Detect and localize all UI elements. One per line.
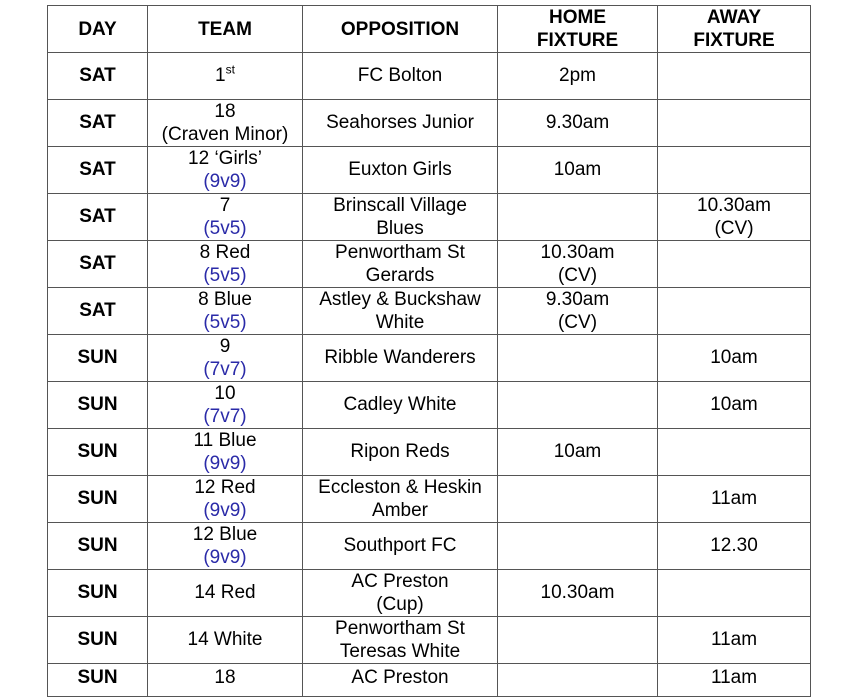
team-cell xyxy=(148,663,303,696)
away-fixture-cell xyxy=(658,428,811,475)
team-name: 8 Blue xyxy=(198,288,252,310)
opposition-name: Cadley White xyxy=(343,394,457,415)
team-cell xyxy=(148,475,303,522)
opposition-name: Teresas White xyxy=(339,640,461,662)
away-fixture-cell xyxy=(658,381,811,428)
team-cell xyxy=(148,99,303,146)
home-fixture-cell xyxy=(498,522,658,569)
away-fixture-cell xyxy=(658,287,811,334)
team-format: (7v7) xyxy=(203,358,247,380)
day-cell: SAT xyxy=(48,53,148,100)
team-cell xyxy=(148,334,303,381)
day-cell: SUN xyxy=(48,475,148,522)
header-opposition: OPPOSITION xyxy=(303,6,498,53)
opposition-cell xyxy=(303,146,498,193)
day-cell: SUN xyxy=(48,381,148,428)
day-cell: SAT xyxy=(48,287,148,334)
table-header xyxy=(48,6,811,53)
day-cell: SAT xyxy=(48,240,148,287)
away-fixture-cell xyxy=(658,240,811,287)
away-fixture-time: 10.30am xyxy=(697,194,771,216)
team-name: (Craven Minor) xyxy=(161,123,289,145)
fixtures-table xyxy=(47,5,811,697)
day-cell: SAT xyxy=(48,99,148,146)
opposition-name: AC Preston xyxy=(351,570,449,592)
opposition-cell xyxy=(303,334,498,381)
table-row xyxy=(48,616,811,663)
team-format: (9v9) xyxy=(203,499,247,521)
table-row xyxy=(48,240,811,287)
away-fixture-time: (CV) xyxy=(714,217,754,239)
away-fixture-cell xyxy=(658,475,811,522)
opposition-name: Southport FC xyxy=(343,535,457,556)
opposition-name: Penwortham St xyxy=(335,241,465,263)
opposition-name: Brinscall Village xyxy=(333,194,467,216)
opposition-cell xyxy=(303,240,498,287)
away-fixture-time: 11am xyxy=(710,666,758,688)
home-fixture-cell xyxy=(498,381,658,428)
opposition-name: Astley & Buckshaw xyxy=(319,288,481,310)
opposition-cell xyxy=(303,475,498,522)
team-name: 11 Blue xyxy=(193,429,257,451)
table-row xyxy=(48,475,811,522)
opposition-name: Ribble Wanderers xyxy=(324,347,476,368)
opposition-name: Penwortham St xyxy=(335,617,465,639)
home-fixture-cell xyxy=(498,569,658,616)
opposition-name: Ripon Reds xyxy=(350,441,450,462)
header-home-line: FIXTURE xyxy=(536,30,619,51)
day-cell: SUN xyxy=(48,428,148,475)
header-team: TEAM xyxy=(148,6,303,53)
table-row xyxy=(48,663,811,696)
team-name: 9 xyxy=(219,335,231,357)
day-cell: SUN xyxy=(48,522,148,569)
opposition-cell xyxy=(303,522,498,569)
team-name: 7 xyxy=(219,194,231,216)
opposition-cell xyxy=(303,663,498,696)
opposition-name: Eccleston & Heskin xyxy=(318,476,482,498)
away-fixture-cell xyxy=(658,99,811,146)
opposition-name: FC Bolton xyxy=(357,65,443,87)
opposition-cell xyxy=(303,381,498,428)
opposition-cell xyxy=(303,193,498,240)
team-format: (7v7) xyxy=(203,405,247,427)
table-row xyxy=(48,428,811,475)
header-away-line: FIXTURE xyxy=(693,30,775,51)
opposition-name: Blues xyxy=(376,217,424,239)
team-name: 12 ‘Girls’ xyxy=(188,147,262,169)
opposition-name: Gerards xyxy=(365,264,435,286)
team-name: 18 xyxy=(214,666,236,688)
team-name: 12 Red xyxy=(194,476,256,498)
opposition-cell xyxy=(303,99,498,146)
home-fixture-cell xyxy=(498,287,658,334)
header-home-fixture xyxy=(498,6,658,53)
home-fixture-cell xyxy=(498,663,658,696)
opposition-cell xyxy=(303,616,498,663)
team-name: 1 xyxy=(215,65,226,87)
home-fixture-cell xyxy=(498,428,658,475)
team-format: (9v9) xyxy=(203,170,247,192)
home-fixture-cell xyxy=(498,193,658,240)
opposition-name: (Cup) xyxy=(376,593,424,615)
away-fixture-cell xyxy=(658,53,811,100)
team-name: 18 xyxy=(214,100,236,122)
home-fixture-time: 9.30am xyxy=(545,288,610,310)
opposition-name: White xyxy=(375,311,425,333)
home-fixture-time: 10am xyxy=(553,441,602,462)
opposition-cell xyxy=(303,53,498,100)
day-cell: SAT xyxy=(48,193,148,240)
away-fixture-cell xyxy=(658,569,811,616)
home-fixture-cell xyxy=(498,240,658,287)
opposition-name: Seahorses Junior xyxy=(326,112,474,133)
away-fixture-cell xyxy=(658,193,811,240)
away-fixture-time: 11am xyxy=(710,629,758,650)
team-cell xyxy=(148,193,303,240)
team-cell xyxy=(148,53,303,100)
table-row xyxy=(48,569,811,616)
home-fixture-time: (CV) xyxy=(557,311,598,333)
header-home-line: HOME xyxy=(549,7,606,28)
table-row xyxy=(48,287,811,334)
table-row xyxy=(48,99,811,146)
team-name: 14 White xyxy=(187,629,263,650)
home-fixture-time: 10.30am xyxy=(540,241,615,263)
header-day: DAY xyxy=(48,6,148,53)
opposition-name: Amber xyxy=(372,499,428,521)
team-format: (5v5) xyxy=(203,264,247,286)
home-fixture-time: 2pm xyxy=(559,65,596,87)
home-fixture-time: (CV) xyxy=(557,264,598,286)
day-cell: SUN xyxy=(48,616,148,663)
day-cell: SUN xyxy=(48,334,148,381)
team-cell xyxy=(148,616,303,663)
home-fixture-cell xyxy=(498,475,658,522)
day-cell: SUN xyxy=(48,569,148,616)
opposition-name: Euxton Girls xyxy=(348,159,452,180)
team-format: (9v9) xyxy=(203,452,247,474)
home-fixture-cell xyxy=(498,146,658,193)
away-fixture-time: 11am xyxy=(710,488,758,509)
opposition-name: AC Preston xyxy=(351,666,449,688)
team-ordinal-suffix: st xyxy=(225,62,235,77)
table-row xyxy=(48,381,811,428)
team-name: 12 Blue xyxy=(192,523,258,545)
home-fixture-time: 10am xyxy=(553,159,602,180)
day-cell: SAT xyxy=(48,146,148,193)
away-fixture-cell xyxy=(658,616,811,663)
team-format: (9v9) xyxy=(203,546,247,568)
header-row xyxy=(48,6,811,53)
away-fixture-cell xyxy=(658,146,811,193)
home-fixture-cell xyxy=(498,616,658,663)
away-fixture-cell xyxy=(658,334,811,381)
away-fixture-time: 10am xyxy=(710,347,758,368)
team-cell xyxy=(148,569,303,616)
team-name: 14 Red xyxy=(194,582,256,603)
team-cell xyxy=(148,522,303,569)
table-row xyxy=(48,334,811,381)
home-fixture-cell xyxy=(498,53,658,100)
opposition-cell xyxy=(303,569,498,616)
team-cell xyxy=(148,287,303,334)
home-fixture-time: 10.30am xyxy=(540,582,615,603)
team-cell xyxy=(148,240,303,287)
table-row xyxy=(48,53,811,100)
team-cell xyxy=(148,146,303,193)
table-row xyxy=(48,146,811,193)
team-name-wrap xyxy=(148,64,302,87)
table-row xyxy=(48,522,811,569)
team-cell xyxy=(148,381,303,428)
opposition-cell xyxy=(303,287,498,334)
team-format: (5v5) xyxy=(203,217,247,239)
away-fixture-time: 10am xyxy=(710,394,758,415)
table-body xyxy=(48,53,811,697)
away-fixture-time: 12.30 xyxy=(710,535,758,556)
opposition-cell xyxy=(303,428,498,475)
header-away-fixture xyxy=(658,6,811,53)
home-fixture-cell xyxy=(498,334,658,381)
home-fixture-cell xyxy=(498,99,658,146)
team-cell xyxy=(148,428,303,475)
day-cell: SUN xyxy=(48,663,148,696)
away-fixture-cell xyxy=(658,522,811,569)
team-name: 8 Red xyxy=(199,241,251,263)
table-row xyxy=(48,193,811,240)
home-fixture-time: 9.30am xyxy=(545,112,610,133)
header-away-line: AWAY xyxy=(706,7,762,28)
away-fixture-cell xyxy=(658,663,811,696)
team-format: (5v5) xyxy=(203,311,247,333)
team-name: 10 xyxy=(214,382,236,404)
